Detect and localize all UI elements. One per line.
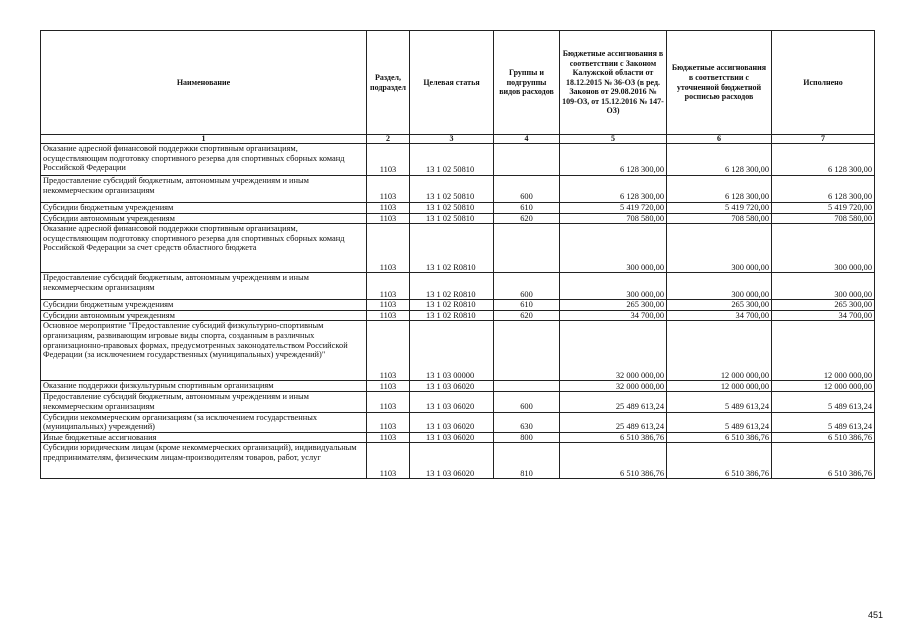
table-cell-budget-list: 265 300,00 bbox=[667, 300, 772, 311]
table-cell-target: 13 1 02 R0810 bbox=[410, 300, 494, 311]
table-cell-name: Оказание адресной финансовой поддержки спортивным организациям, осуществляющим подготовку спортивного резерва для спортивных сборных команд Российской Федерации за счет средств областного бюджета bbox=[41, 224, 367, 273]
table-row bbox=[41, 321, 875, 381]
table-cell-budget-law: 32 000 000,00 bbox=[560, 381, 667, 392]
table-row bbox=[41, 176, 875, 203]
table-cell-section: 1103 bbox=[367, 321, 410, 381]
table-row bbox=[41, 412, 875, 432]
table-cell-executed: 5 419 720,00 bbox=[772, 203, 875, 214]
table-cell-executed: 6 128 300,00 bbox=[772, 144, 875, 176]
table-cell-budget-law: 6 510 386,76 bbox=[560, 443, 667, 479]
table-body bbox=[41, 135, 875, 479]
column-number: 1 bbox=[41, 135, 367, 144]
table-cell-name: Оказание адресной финансовой поддержки спортивным организациям, осуществляющим подготовку спортивного резерва для спортивных сборных команд Российской Федерации bbox=[41, 144, 367, 176]
table-cell-executed: 6 128 300,00 bbox=[772, 176, 875, 203]
header-group: Группы и подгруппы видов расходов bbox=[494, 31, 560, 135]
table-cell-section: 1103 bbox=[367, 176, 410, 203]
table-cell-target: 13 1 03 06020 bbox=[410, 432, 494, 443]
table-row bbox=[41, 273, 875, 300]
table-cell-group bbox=[494, 144, 560, 176]
table-cell-group: 620 bbox=[494, 310, 560, 321]
table-cell-name: Иные бюджетные ассигнования bbox=[41, 432, 367, 443]
table-cell-budget-list: 5 419 720,00 bbox=[667, 203, 772, 214]
budget-table bbox=[40, 30, 875, 479]
table-cell-target: 13 1 02 50810 bbox=[410, 176, 494, 203]
table-cell-budget-list: 6 128 300,00 bbox=[667, 176, 772, 203]
table-cell-budget-list: 300 000,00 bbox=[667, 273, 772, 300]
header-executed: Исполнено bbox=[772, 31, 875, 135]
table-cell-target: 13 1 03 06020 bbox=[410, 381, 494, 392]
table-cell-budget-law: 300 000,00 bbox=[560, 273, 667, 300]
table-cell-target: 13 1 02 R0810 bbox=[410, 273, 494, 300]
header-name: Наименование bbox=[41, 31, 367, 135]
table-cell-name: Оказание поддержки физкультурным спортивным организациям bbox=[41, 381, 367, 392]
table-row bbox=[41, 310, 875, 321]
column-number: 5 bbox=[560, 135, 667, 144]
table-cell-group: 600 bbox=[494, 392, 560, 412]
table-cell-section: 1103 bbox=[367, 300, 410, 311]
table-row bbox=[41, 144, 875, 176]
column-number: 7 bbox=[772, 135, 875, 144]
table-cell-section: 1103 bbox=[367, 310, 410, 321]
table-cell-section: 1103 bbox=[367, 392, 410, 412]
table-cell-budget-law: 300 000,00 bbox=[560, 224, 667, 273]
table-cell-section: 1103 bbox=[367, 443, 410, 479]
table-cell-executed: 5 489 613,24 bbox=[772, 392, 875, 412]
table-cell-budget-list: 12 000 000,00 bbox=[667, 381, 772, 392]
column-number: 3 bbox=[410, 135, 494, 144]
table-cell-executed: 6 510 386,76 bbox=[772, 432, 875, 443]
table-cell-name: Субсидии некоммерческим организациям (за исключением государственных (муниципальных) учреждений) bbox=[41, 412, 367, 432]
header-section: Раздел, подраздел bbox=[367, 31, 410, 135]
table-cell-target: 13 1 02 R0810 bbox=[410, 224, 494, 273]
table-row bbox=[41, 432, 875, 443]
table-cell-target: 13 1 03 00000 bbox=[410, 321, 494, 381]
table-cell-budget-law: 5 419 720,00 bbox=[560, 203, 667, 214]
table-cell-name: Предоставление субсидий бюджетным, автономным учреждениям и иным некоммерческим организациям bbox=[41, 176, 367, 203]
table-cell-target: 13 1 02 R0810 bbox=[410, 310, 494, 321]
table-cell-budget-list: 6 510 386,76 bbox=[667, 443, 772, 479]
header-budget-law: Бюджетные ассигнования в соответствии с Законом Калужской области от 18.12.2015 № 36-ОЗ (в ред. Законов от 29.08.2016 № 109-ОЗ, от 15.12.2016 № 147-ОЗ) bbox=[560, 31, 667, 135]
table-cell-group: 630 bbox=[494, 412, 560, 432]
column-number: 2 bbox=[367, 135, 410, 144]
table-cell-group bbox=[494, 224, 560, 273]
table-cell-group: 610 bbox=[494, 203, 560, 214]
table-cell-executed: 300 000,00 bbox=[772, 224, 875, 273]
table-cell-budget-law: 34 700,00 bbox=[560, 310, 667, 321]
table-cell-name: Субсидии автономным учреждениям bbox=[41, 213, 367, 224]
table-cell-budget-list: 708 580,00 bbox=[667, 213, 772, 224]
table-cell-group: 800 bbox=[494, 432, 560, 443]
table-row bbox=[41, 213, 875, 224]
table-row bbox=[41, 300, 875, 311]
table-cell-name: Предоставление субсидий бюджетным, автономным учреждениям и иным некоммерческим организациям bbox=[41, 273, 367, 300]
table-row bbox=[41, 392, 875, 412]
table-cell-target: 13 1 03 06020 bbox=[410, 412, 494, 432]
table-cell-section: 1103 bbox=[367, 203, 410, 214]
table-cell-group bbox=[494, 321, 560, 381]
table-cell-section: 1103 bbox=[367, 213, 410, 224]
table-cell-executed: 12 000 000,00 bbox=[772, 321, 875, 381]
table-cell-name: Субсидии бюджетным учреждениям bbox=[41, 203, 367, 214]
table-cell-target: 13 1 03 06020 bbox=[410, 392, 494, 412]
table-cell-executed: 265 300,00 bbox=[772, 300, 875, 311]
table-cell-budget-list: 6 128 300,00 bbox=[667, 144, 772, 176]
table-row bbox=[41, 443, 875, 479]
column-number: 6 bbox=[667, 135, 772, 144]
table-cell-budget-list: 6 510 386,76 bbox=[667, 432, 772, 443]
table-cell-name: Субсидии автономным учреждениям bbox=[41, 310, 367, 321]
table-cell-executed: 708 580,00 bbox=[772, 213, 875, 224]
table-row bbox=[41, 381, 875, 392]
table-cell-executed: 34 700,00 bbox=[772, 310, 875, 321]
table-cell-budget-law: 6 510 386,76 bbox=[560, 432, 667, 443]
table-cell-name: Субсидии юридическим лицам (кроме некоммерческих организаций), индивидуальным предпринимателям, физическим лицам-производителям товаров, работ, услуг bbox=[41, 443, 367, 479]
table-cell-name: Субсидии бюджетным учреждениям bbox=[41, 300, 367, 311]
table-cell-budget-law: 265 300,00 bbox=[560, 300, 667, 311]
table-cell-group: 610 bbox=[494, 300, 560, 311]
table-cell-budget-law: 32 000 000,00 bbox=[560, 321, 667, 381]
table-cell-section: 1103 bbox=[367, 432, 410, 443]
table-cell-budget-law: 6 128 300,00 bbox=[560, 144, 667, 176]
table-cell-budget-law: 25 489 613,24 bbox=[560, 412, 667, 432]
table-cell-name: Предоставление субсидий бюджетным, автономным учреждениям и иным некоммерческим организациям bbox=[41, 392, 367, 412]
header-target: Целевая статья bbox=[410, 31, 494, 135]
table-cell-group: 620 bbox=[494, 213, 560, 224]
table-cell-section: 1103 bbox=[367, 144, 410, 176]
table-cell-target: 13 1 02 50810 bbox=[410, 144, 494, 176]
table-row bbox=[41, 224, 875, 273]
table-cell-target: 13 1 02 50810 bbox=[410, 213, 494, 224]
column-number: 4 bbox=[494, 135, 560, 144]
table-cell-budget-list: 12 000 000,00 bbox=[667, 321, 772, 381]
table-cell-group bbox=[494, 381, 560, 392]
table-cell-budget-list: 5 489 613,24 bbox=[667, 412, 772, 432]
page-number: 451 bbox=[868, 610, 884, 620]
table-row bbox=[41, 203, 875, 214]
table-cell-budget-list: 34 700,00 bbox=[667, 310, 772, 321]
table-cell-budget-list: 300 000,00 bbox=[667, 224, 772, 273]
table-cell-section: 1103 bbox=[367, 273, 410, 300]
table-cell-executed: 5 489 613,24 bbox=[772, 412, 875, 432]
table-cell-budget-list: 5 489 613,24 bbox=[667, 392, 772, 412]
table-cell-section: 1103 bbox=[367, 381, 410, 392]
table-header bbox=[41, 31, 875, 135]
table-cell-budget-law: 708 580,00 bbox=[560, 213, 667, 224]
table-cell-executed: 12 000 000,00 bbox=[772, 381, 875, 392]
table-cell-executed: 6 510 386,76 bbox=[772, 443, 875, 479]
table-cell-group: 600 bbox=[494, 176, 560, 203]
table-cell-target: 13 1 03 06020 bbox=[410, 443, 494, 479]
header-budget-list: Бюджетные ассигнования в соответствии с уточненной бюджетной росписью расходов bbox=[667, 31, 772, 135]
table-cell-group: 600 bbox=[494, 273, 560, 300]
table-cell-budget-law: 25 489 613,24 bbox=[560, 392, 667, 412]
table-cell-name: Основное мероприятие "Предоставление субсидий физкультурно-спортивным организациям, развивающим игровые виды спорта, созданным в различных организационно-правовых формах, предусмотренных законодательством Российской Федерации (за исключением государственных (муниципальных) учреждений)" bbox=[41, 321, 367, 381]
column-number-row bbox=[41, 135, 875, 144]
table-cell-section: 1103 bbox=[367, 224, 410, 273]
table-cell-section: 1103 bbox=[367, 412, 410, 432]
table-cell-executed: 300 000,00 bbox=[772, 273, 875, 300]
table-cell-group: 810 bbox=[494, 443, 560, 479]
table-cell-target: 13 1 02 50810 bbox=[410, 203, 494, 214]
table-cell-budget-law: 6 128 300,00 bbox=[560, 176, 667, 203]
